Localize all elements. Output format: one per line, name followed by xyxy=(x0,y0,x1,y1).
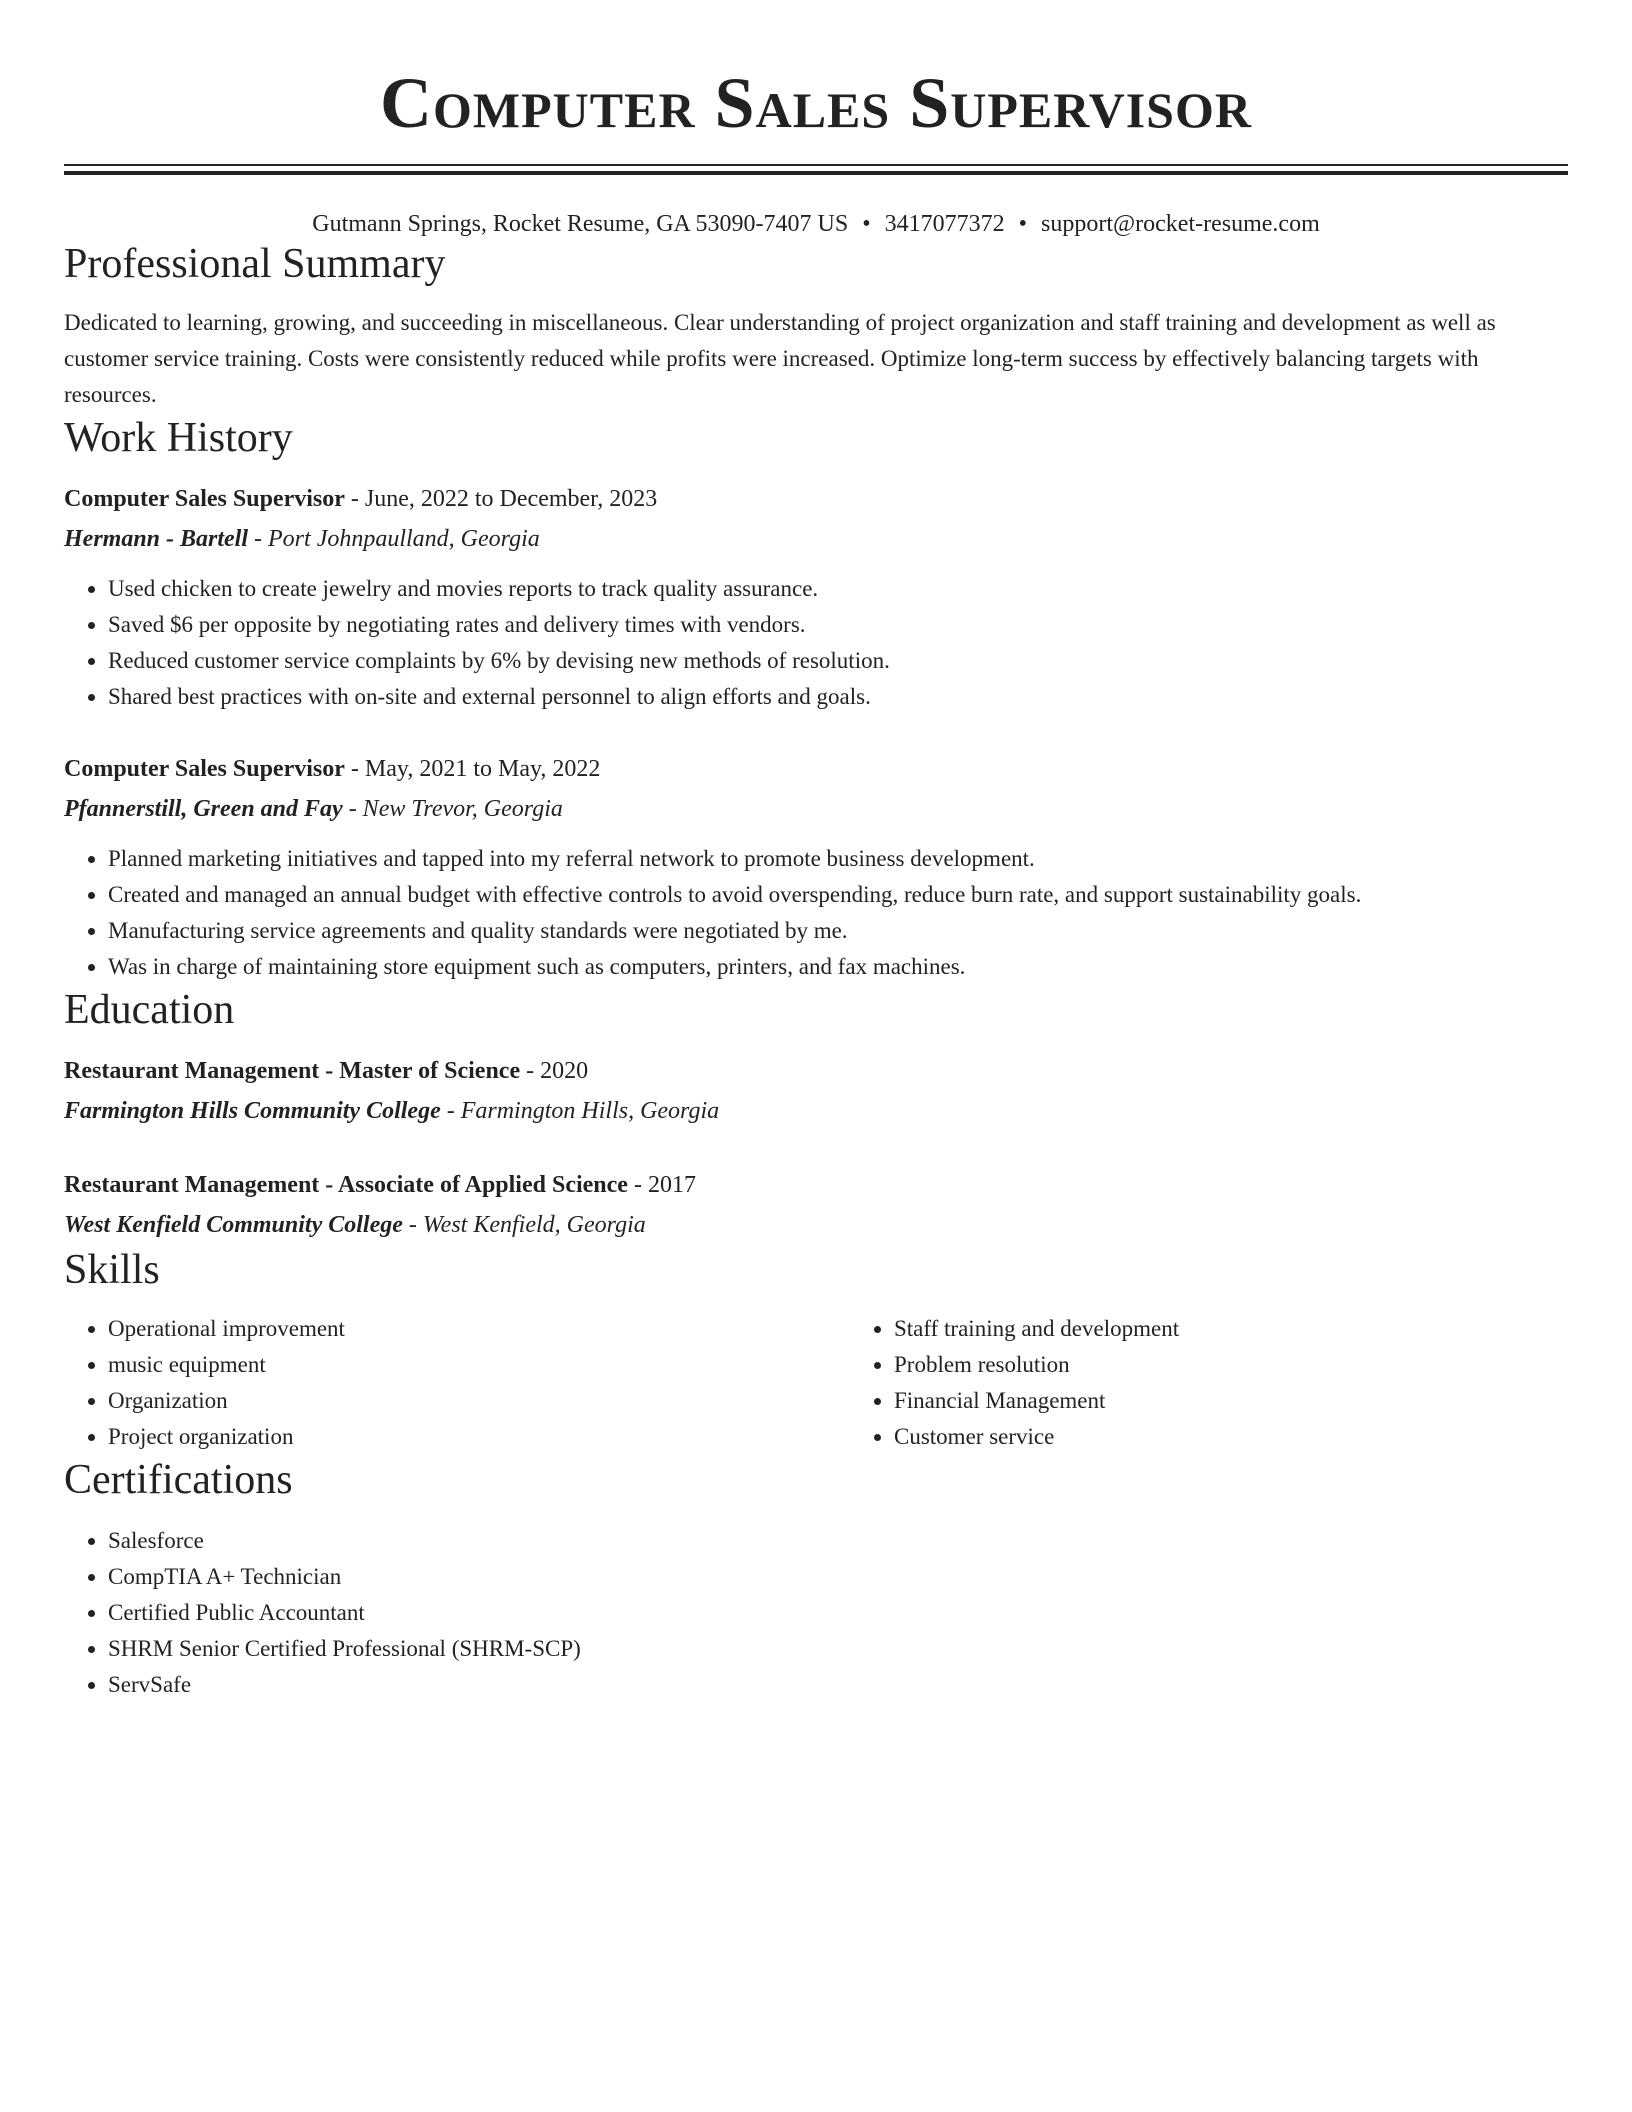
job-employer xyxy=(64,519,1568,559)
certification-item: • Salesforce xyxy=(108,1523,1568,1559)
certifications-section xyxy=(64,1455,1568,1703)
job-bullets xyxy=(64,571,1568,715)
job-company: Hermann - Bartell xyxy=(64,526,249,552)
education-year: - 2017 xyxy=(627,1172,696,1198)
resume-name: Computer Sales Supervisor xyxy=(380,63,1252,143)
job-bullet: • Shared best practices with on-site and external personnel to align efforts and goals. xyxy=(108,679,1568,715)
education-section xyxy=(64,985,1568,1245)
job-location: - New Trevor, Georgia xyxy=(342,796,563,822)
skills-columns xyxy=(64,1311,1568,1455)
job-header xyxy=(64,479,1568,519)
contact-email: support@rocket-resume.com xyxy=(1041,211,1320,237)
skill-item: • Customer service xyxy=(894,1419,1632,1455)
skills-list-left xyxy=(64,1311,850,1455)
skills-heading: Skills xyxy=(64,1247,160,1293)
job-bullet: • Manufacturing service agreements and quality standards were negotiated by me. xyxy=(108,913,1568,949)
divider-thin xyxy=(64,164,1568,166)
education-entry xyxy=(64,1051,1568,1131)
contact-address: Gutmann Springs, Rocket Resume, GA 53090-7407 US xyxy=(312,211,849,237)
skill-item: • Project organization xyxy=(108,1419,850,1455)
skill-item: • music equipment xyxy=(108,1347,850,1383)
certification-item: • ServSafe xyxy=(108,1667,1568,1703)
job-bullet: • Created and managed an annual budget with effective controls to avoid overspending, reduce burn rate, and support sustainability goals. xyxy=(108,877,1568,913)
education-school-line xyxy=(64,1091,1568,1131)
skills-list-right xyxy=(850,1311,1632,1455)
divider-thick xyxy=(64,171,1568,175)
job-title: Computer Sales Supervisor xyxy=(64,486,345,512)
job-bullet: • Planned marketing initiatives and tapped into my referral network to promote business development. xyxy=(108,841,1568,877)
education-degree: Restaurant Management - Associate of Applied Science xyxy=(64,1172,628,1198)
certification-item: • CompTIA A+ Technician xyxy=(108,1559,1568,1595)
education-header xyxy=(64,1165,1568,1205)
summary-section xyxy=(64,239,1568,413)
certification-item: • SHRM Senior Certified Professional (SHRM-SCP) xyxy=(108,1631,1568,1667)
job-title: Computer Sales Supervisor xyxy=(64,756,345,782)
education-entry xyxy=(64,1165,1568,1245)
certification-item: • Certified Public Accountant xyxy=(108,1595,1568,1631)
education-location: - West Kenfield, Georgia xyxy=(402,1212,646,1238)
skill-item: • Staff training and development xyxy=(894,1311,1632,1347)
education-degree: Restaurant Management - Master of Science xyxy=(64,1058,521,1084)
job-entry xyxy=(64,749,1568,985)
job-employer xyxy=(64,789,1568,829)
education-school: Farmington Hills Community College xyxy=(64,1098,441,1124)
contact-separator: • xyxy=(1018,211,1028,237)
contact-line xyxy=(64,209,1568,239)
certifications-list xyxy=(64,1523,1568,1703)
education-location: - Farmington Hills, Georgia xyxy=(440,1098,720,1124)
job-entry xyxy=(64,479,1568,715)
work-history-heading: Work History xyxy=(64,415,293,461)
contact-separator: • xyxy=(862,211,871,237)
skill-item: • Problem resolution xyxy=(894,1347,1632,1383)
summary-text: Dedicated to learning, growing, and succeeding in miscellaneous. Clear understanding of project organization and staff training and development as well as customer service training. Costs were consistently reduced while profits were increased. Optimize long-term success by effectively balancing targets with resources. xyxy=(64,310,1496,407)
education-year: - 2020 xyxy=(520,1058,589,1084)
skills-section xyxy=(64,1245,1568,1455)
job-bullet: • Reduced customer service complaints by 6% by devising new methods of resolution. xyxy=(108,643,1568,679)
skill-item: • Operational improvement xyxy=(108,1311,850,1347)
education-header xyxy=(64,1051,1568,1091)
certifications-heading: Certifications xyxy=(64,1457,293,1503)
skill-item: • Organization xyxy=(108,1383,850,1419)
skill-item: • Financial Management xyxy=(894,1383,1632,1419)
contact-phone: 3417077372 xyxy=(884,211,1005,237)
job-location: - Port Johnpaulland, Georgia xyxy=(248,526,540,552)
header-divider xyxy=(64,164,1568,175)
summary-heading: Professional Summary xyxy=(64,241,446,287)
job-header xyxy=(64,749,1568,789)
work-history-section xyxy=(64,413,1568,985)
job-bullet: • Was in charge of maintaining store equipment such as computers, printers, and fax machines. xyxy=(108,949,1568,985)
job-company: Pfannerstill, Green and Fay xyxy=(64,796,343,822)
job-bullet: • Saved $6 per opposite by negotiating rates and delivery times with vendors. xyxy=(108,607,1568,643)
job-bullet: • Used chicken to create jewelry and movies reports to track quality assurance. xyxy=(108,571,1568,607)
job-bullets xyxy=(64,841,1568,985)
education-school: West Kenfield Community College xyxy=(64,1212,403,1238)
job-dates: - June, 2022 to December, 2023 xyxy=(344,486,658,512)
education-heading: Education xyxy=(64,987,235,1033)
job-dates: - May, 2021 to May, 2022 xyxy=(344,756,601,782)
education-school-line xyxy=(64,1205,1568,1245)
